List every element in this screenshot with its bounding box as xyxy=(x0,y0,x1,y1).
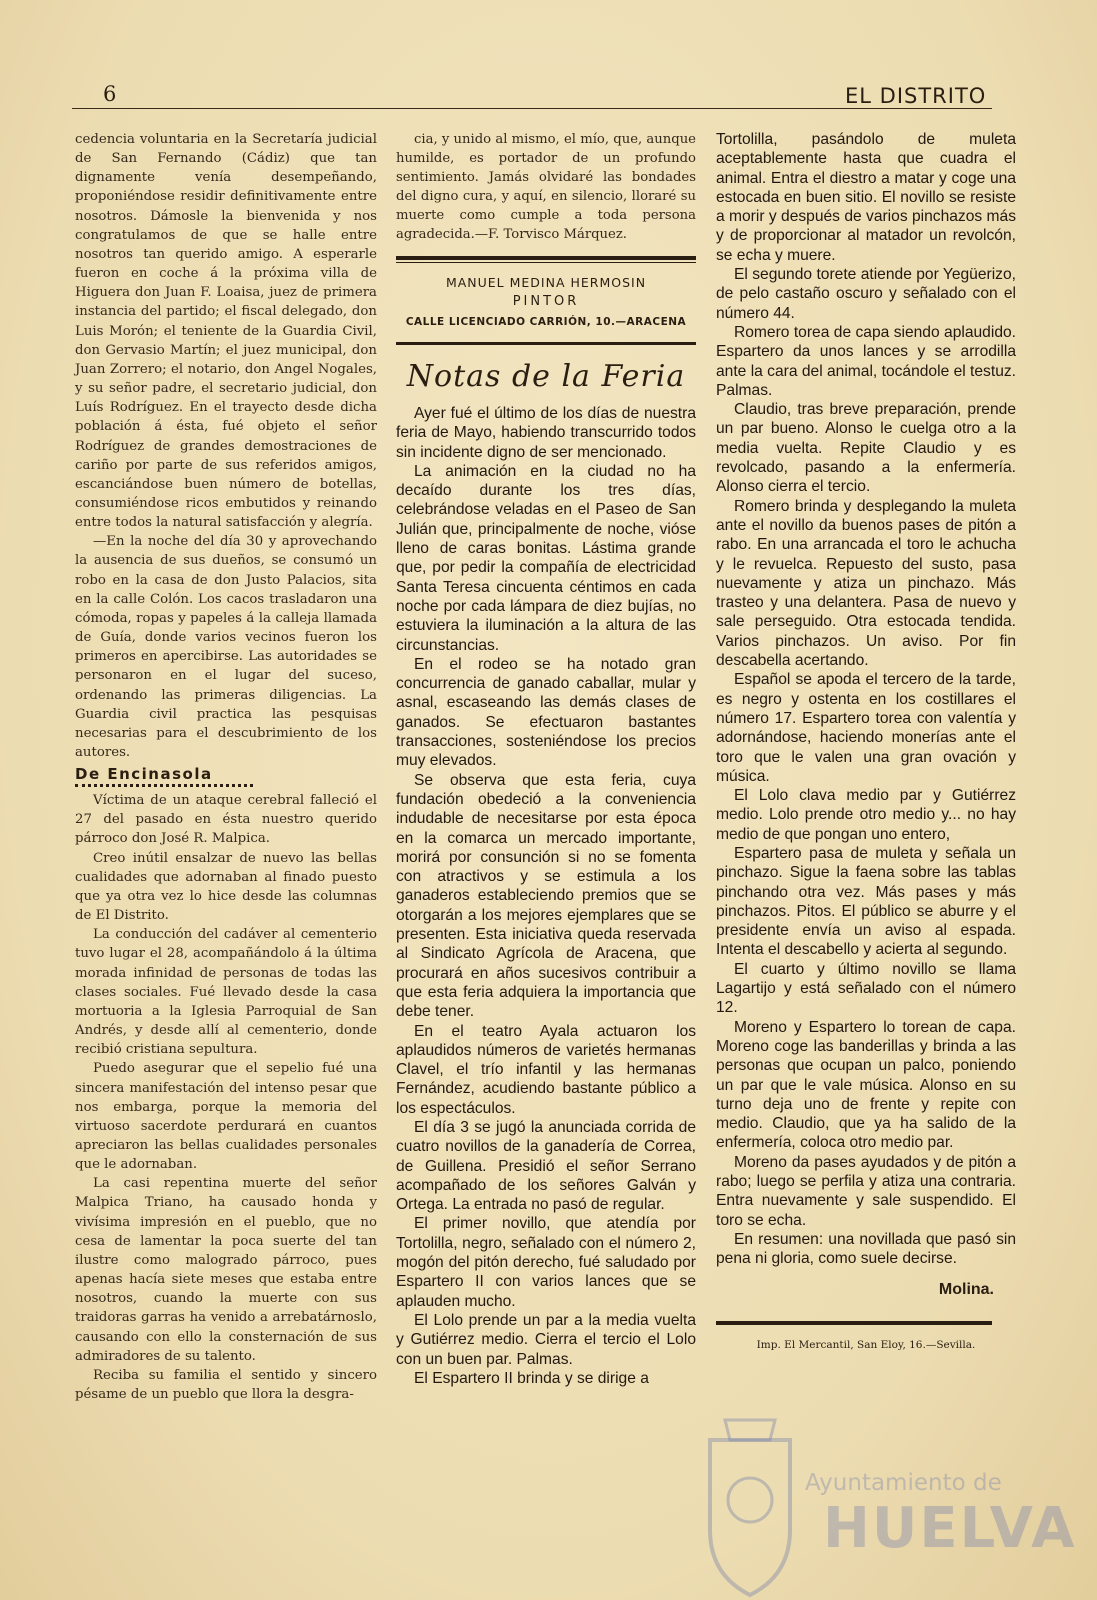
article-paragraph: La animación en la ciudad no ha decaído durante los tres días, celebrándose veladas en el Paseo de San Julián que, principalmente de noche, vióse lleno de caras bonitas. Lástima grande que, por pedir la compañía de electricidad Santa Teresa cincuenta céntimos en cada noche por cada lámpara de diez bujías, no estuviera la iluminación a la altura de las circunstancias. xyxy=(396,462,696,654)
header-rule xyxy=(72,108,992,109)
column-2 xyxy=(396,130,696,1388)
newspaper-title: EL DISTRITO xyxy=(845,84,987,108)
watermark-line1: Ayuntamiento de xyxy=(805,1470,1002,1496)
article-paragraph: cia, y unido al mismo, el mío, que, aunque humilde, es portador de un profundo sentimiento. Jamás olvidaré las bondades del digno cura, y aquí, en silencio, lloraré su muerte como cumple a toda persona agradecida.—F. Torvisco Márquez. xyxy=(396,132,696,242)
article-paragraph: El día 3 se jugó la anunciada corrida de cuatro novillos de la ganadería de Correa, de Guillena. Presidió el señor Serrano acompañado de los señores Galván y Ortega. La entrada no pasó de regular. xyxy=(396,1118,696,1214)
article-paragraph: El cuarto y último novillo se llama Lagartijo y está señalado con el número 12. xyxy=(716,960,1016,1017)
article-paragraph: Víctima de un ataque cerebral falleció el 27 del pasado en ésta nuestro querido párroco don José R. Malpica. xyxy=(75,793,377,847)
coat-of-arms-icon xyxy=(695,1400,805,1600)
section-subheading: De Encinasola xyxy=(75,765,213,784)
article-paragraph: Espartero pasa de muleta y señala un pinchazo. Sigue la faena sobre las tablas pinchando otra vez. Más pases y más pinchazos. Pitos. El público se aburre y el presidente envía un aviso al espada. Intenta el descabello y acierta al segundo. xyxy=(716,844,1016,959)
article-paragraph: El Lolo prende un par a la media vuelta y Gutiérrez medio. Cierra el tercio el Lolo con un buen par. Palmas. xyxy=(396,1311,696,1368)
divider-rule xyxy=(396,256,696,260)
advertisement xyxy=(396,275,696,328)
article-paragraph: Moreno y Espartero lo torean de capa. Moreno coge las banderillas y brinda a las personas que ocupan un palco, poniendo un par que le vale música. Alonso en su turno deja uno de frente y repite con medio. Claudio, que ya ha salido de la enfermería, coloca otro medio par. xyxy=(716,1018,1016,1152)
article-paragraph: Moreno da pases ayudados y de pitón a rabo; luego se perfila y atiza una contraria. Entra nuevamente y sale suspendido. El toro se echa. xyxy=(716,1153,1016,1229)
column-3 xyxy=(716,130,1016,1351)
article-paragraph: El Lolo clava medio par y Gutiérrez medio. Lolo prende otro medio y... no hay medio de que pongan uno entero, xyxy=(716,787,1016,843)
article-paragraph: Puedo asegurar que el sepelio fué una sincera manifestación del intenso pesar que nos embarga, porque la memoria del virtuoso sacerdote perdurará en cuantos apreciaron las bellas cualidades personales que le adornaban. xyxy=(75,1061,377,1173)
article-paragraph: —En la noche del día 30 y aprovechando la ausencia de sus dueños, se consumó un robo en la casa de don Justo Palacios, sita en la calle Colón. Los cacos trasladaron una cómoda, ropas y papeles á la calleja llamada de Guía, donde varios vecinos fueron los primeros en apercibirse. Las autoridades se personaron en el lugar del suceso, ordenando las primeras diligencias. La Guardia civil practica las pesquisas necesarias para el descubrimiento de los autores. xyxy=(75,534,377,760)
end-rule xyxy=(716,1321,992,1325)
article-paragraph: El Espartero II brinda y se dirige a xyxy=(414,1369,649,1387)
article-paragraph: En el rodeo se ha notado gran concurrencia de ganado caballar, mular y asnal, escaseando las demás clases de ganados. Se efectuaron bastantes transacciones, sosteniéndose los precios muy elevados. xyxy=(396,655,696,770)
article-paragraph: Romero brinda y desplegando la muleta ante el novillo da buenos pases de pitón a rabo. En una arrancada el toro le achucha y le revuelca. Repuesto del susto, pasa nuevamente y atiza un pinchazo. Más trasteo y una delantera. Pasa de nuevo y sale perseguido. Otra estocada tendida. Varios pinchazos. Un aviso. Por fin descabella acertando. xyxy=(716,497,1016,670)
article-paragraph: Tortolilla, pasándolo de muleta aceptablemente hasta que cuadra el animal. Entra el diestro a matar y coge una estocada en buen sitio. El novillo se resiste a morir y después de varios pinchazos más y de proporcionar al matador un revolcón, se echa y muere. xyxy=(716,131,1016,264)
column-1 xyxy=(75,130,377,1404)
watermark-line2: HUELVA xyxy=(823,1496,1077,1561)
advert-role: PINTOR xyxy=(512,294,580,309)
article-paragraph: En resumen: una novillada que pasó sin pena ni gloria, como suele decirse. xyxy=(716,1230,1016,1268)
article-paragraph: Romero torea de capa siendo aplaudido. Espartero da unos lances y se arrodilla ante la cara del animal, tocándole el testuz. Palmas. xyxy=(716,323,1016,399)
article-paragraph: Ayer fué el último de los días de nuestra feria de Mayo, habiendo transcurrido todos sin incidente digno de ser mencionado. xyxy=(396,405,696,461)
advert-address: CALLE LICENCIADO CARRIÓN, 10.—ARACENA xyxy=(405,316,687,328)
author-signature: Molina. xyxy=(938,1280,994,1298)
archive-watermark xyxy=(695,1400,1095,1600)
printer-imprint: Imp. El Mercantil, San Eloy, 16.—Sevilla. xyxy=(756,1338,976,1351)
article-paragraph: Claudio, tras breve preparación, prende un par bueno. Alonso le cuelga otro a la media vuelta. Repite Claudio y es revolcado, pasando a la enfermería. Alonso cierra el tercio. xyxy=(716,401,1016,496)
dotted-rule xyxy=(75,784,253,787)
article-paragraph: El primer novillo, que atendía por Tortolilla, negro, señalado con el número 2, mogón del pitón derecho, fué saludado por Espartero II con varios lances que se aplauden mucho. xyxy=(396,1215,696,1310)
article-paragraph: Se observa que esta feria, cuya fundación obedeció a la conveniencia indudable de necesitarse por esta época en la comarca un mercado importante, morirá por consunción si no se fomenta con atractivos y se estimula a los ganaderos estableciendo premios que se otorgarán a los mejores ejemplares que se presenten. Esta iniciativa queda reservada al Sindicato Agrícola de Aracena, que procurará en años sucesivos contribuir a que esta feria adquiera la importancia que debe tener. xyxy=(396,771,696,1021)
article-paragraph: Creo inútil ensalzar de nuevo las bellas cualidades que adornaban al finado puesto que ya otra vez lo hice desde las columnas de El Distrito. xyxy=(75,850,377,924)
article-paragraph: La casi repentina muerte del señor Malpica Triano, ha causado honda y vivísima impresión en el pueblo, que no cesa de lamentar la poca suerte del tan ilustre como malogrado párroco, pues apenas hacía siete meses que estaba entre nosotros, cuando la muerte con sus traidoras garras ha venido a arrebatárnoslo, causando con ello la consternación de sus admiradores de su talento. xyxy=(75,1176,377,1364)
article-paragraph: En el teatro Ayala actuaron los aplaudidos números de varietés hermanas Clavel, el trío infantil y las hermanas Fernández, acudiendo bastante público a los espectáculos. xyxy=(396,1022,696,1117)
divider-rule xyxy=(396,262,696,263)
article-paragraph: El segundo torete atiende por Yegüerizo, de pelo castaño oscuro y señalado con el número 44. xyxy=(716,266,1016,322)
divider-rule xyxy=(396,342,696,345)
article-paragraph: Español se apoda el tercero de la tarde, es negro y ostenta en los costillares el número 17. Espartero torea con valentía y adornándose, haciendo monerías ante el toro que le valen una gran ovación y música. xyxy=(716,671,1016,785)
section-title: Notas de la Feria xyxy=(406,359,686,394)
advert-name: MANUEL MEDINA HERMOSIN xyxy=(445,275,647,290)
article-paragraph: Reciba su familia el sentido y sincero pésame de un pueblo que llora la desgra- xyxy=(75,1367,377,1402)
page-number: 6 xyxy=(103,82,117,106)
article-paragraph: cedencia voluntaria en la Secretaría judicial de San Fernando (Cádiz) que tan dignamente venía desempeñando, proponiéndose residir definitivamente entre nosotros. Dámosle la bienvenida y nos congratulamos de que se halle entre nosotros tan querido amigo. A esperarle fueron en coche á la próxima villa de Higuera don Juan F. Loaisa, juez de primera instancia del partido; el fiscal delegado, don Luis Morón; el teniente de la Guardia Civil, don Gervasio Martín; el juez municipal, don Juan Zorrero; el notario, don Angel Nogales, y su señor padre, el secretario judicial, don Luís Rodríguez. En el trayecto desde dicha población á ésta, fué objeto el señor Rodríguez de grandes demostraciones de cariño por parte de sus referidos amigos, escanciándose buen número de botellas, consumiéndose ricos embutidos y reinando entre todos la natural satisfacción y alegría. xyxy=(75,132,377,531)
article-paragraph: La conducción del cadáver al cementerio tuvo lugar el 28, acompañándolo á la última morada infinidad de personas de todas las clases sociales. Fué llevado desde la casa mortuoria a la Iglesia Parroquial de San Andrés, y desde allí al cementerio, donde recibió cristiana sepultura. xyxy=(75,927,377,1058)
